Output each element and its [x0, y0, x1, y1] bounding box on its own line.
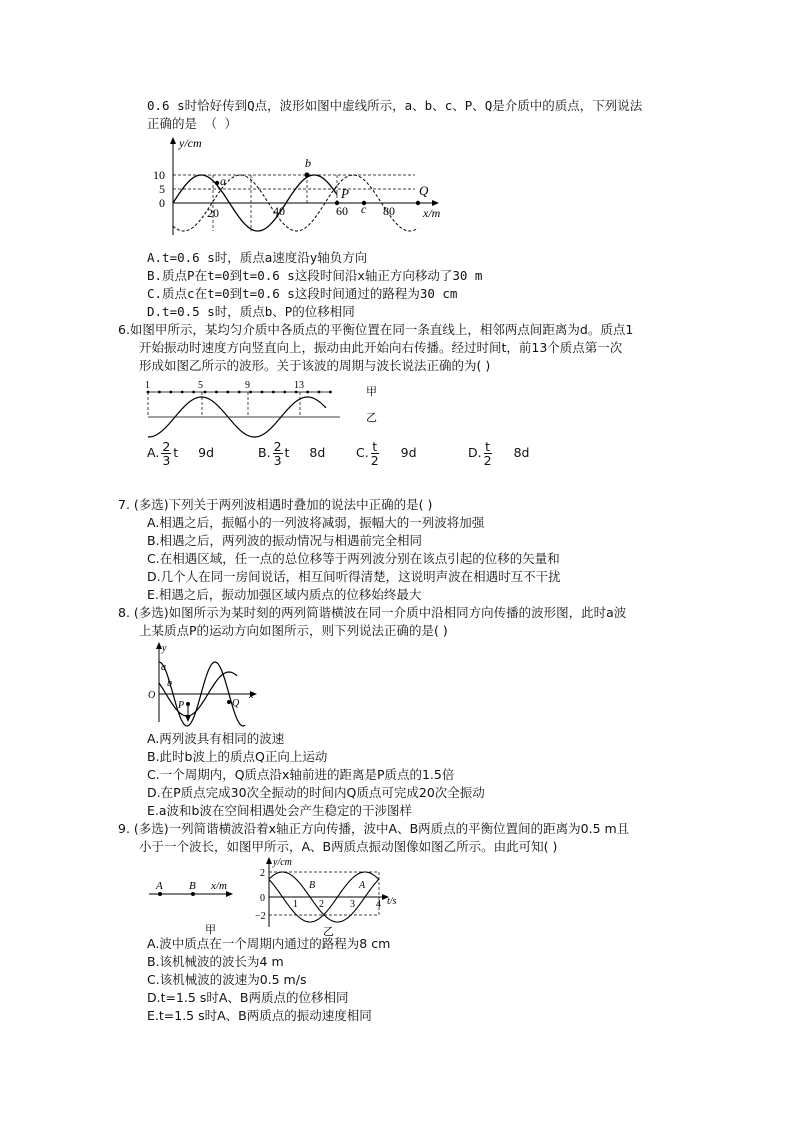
y-axis-label: y	[162, 643, 167, 654]
y-tick-2: 2	[260, 868, 265, 879]
q5-wave-figure	[153, 135, 455, 245]
q6-option-d: D. $\frac{t}{2}$ 8d	[468, 439, 530, 468]
node-1: 1	[145, 380, 150, 391]
q5-option-b: B.质点P在t=0到t=0.6 s这段时间沿x轴正方向移动了30 m	[147, 268, 483, 283]
node-5: 5	[198, 380, 203, 391]
q9-option-d: D.t=1.5 s时A、B两质点的位移相同	[147, 990, 349, 1005]
label-B: B	[189, 880, 196, 892]
q8-stem-line1: 8. (多选)如图所示为某时刻的两列简谐横波在同一介质中沿相同方向传播的波形图，此时a波	[118, 605, 627, 620]
y-tick-0: 0	[260, 893, 265, 904]
q5-option-c: C.质点c在t=0到t=0.6 s这段时间通过的路程为30 cm	[147, 286, 458, 301]
x-tick-60: 60	[336, 204, 348, 218]
medium-particle-6	[204, 391, 207, 394]
y-tick-5: 5	[159, 182, 165, 196]
q9-option-e: E.t=1.5 s时A、B两质点的振动速度相同	[147, 1008, 372, 1023]
y-tick-0: 0	[159, 196, 165, 210]
q5-stem-line2: 正确的是 （ ）	[147, 116, 238, 131]
medium-particle-15	[306, 391, 309, 394]
y-tick-neg2: −2	[255, 911, 266, 922]
q6-stem-line3: 形成如图乙所示的波形。关于该波的周期与波长说法正确的为( )	[139, 358, 491, 373]
q7-option-c: C.在相遇区域，任一点的总位移等于两列波分别在该点引起的位移的矢量和	[147, 551, 560, 566]
medium-particle-14	[295, 391, 298, 394]
medium-particle-5	[192, 391, 195, 394]
t-tick-3: 3	[350, 899, 355, 910]
label-P: P	[178, 700, 185, 711]
label-c: c	[361, 202, 367, 216]
curve-label-A: A	[359, 880, 366, 891]
medium-particle-16	[318, 391, 321, 394]
label-A: A	[156, 880, 163, 892]
y-axis-label: y/cm	[273, 857, 292, 868]
t-axis-label: t/s	[387, 896, 397, 907]
x-tick-40: 40	[273, 204, 285, 218]
q6-stem-line1: 6.如图甲所示，某均匀介质中各质点的平衡位置在同一条直线上，相邻两点间距离为d。质点1	[118, 322, 634, 337]
medium-particle-7	[215, 391, 218, 394]
y-tick-10: 10	[153, 168, 165, 182]
q9-position-figure	[145, 875, 255, 935]
q8-option-d: D.在P质点完成30次全振动的时间内Q质点可完成20次全振动	[147, 785, 485, 800]
medium-particle-10	[249, 391, 252, 394]
medium-particle-2	[158, 391, 161, 394]
q5-stem-line1: 0.6 s时恰好传到Q点，波形如图中虚线所示，a、b、c、P、Q是介质中的质点，下列说法	[147, 98, 643, 113]
medium-particle-13	[283, 391, 286, 394]
q5-option-a: A.t=0.6 s时，质点a速度沿y轴负方向	[147, 250, 368, 265]
label-Q: Q	[419, 183, 429, 198]
label-yi: 乙	[323, 926, 334, 938]
medium-particle-3	[169, 391, 172, 394]
q9-stem-line1: 9. (多选)一列简谐横波沿着x轴正方向传播，波中A、B两质点的平衡位置间的距离为0.5 m且	[118, 821, 630, 836]
q6-option-a: A. $\frac{2}{3}$ t 9d	[147, 439, 215, 468]
y-axis-label: y/cm	[179, 136, 202, 150]
origin-label: O	[148, 690, 156, 701]
label-jia: 甲	[366, 386, 377, 398]
label-a: a	[161, 662, 166, 673]
x-axis-label: x/m	[423, 206, 441, 220]
x-tick-80: 80	[383, 204, 395, 218]
t-tick-2: 2	[319, 899, 324, 910]
q9-option-b: B.该机械波的波长为4 m	[147, 954, 284, 969]
q8-stem-line2: 上某质点P的运动方向如图所示，则下列说法正确的是( )	[139, 623, 448, 638]
q8-option-a: A.两列波具有相同的波速	[147, 731, 285, 746]
q7-stem: 7. (多选)下列关于两列波相遇时叠加的说法中正确的是( )	[118, 497, 433, 512]
q6-stem-line2: 开始振动时速度方向竖直向上，振动由此开始向右传播。经过时间t，前13个质点第一次	[139, 340, 623, 355]
point-Q	[416, 201, 420, 205]
q9-option-a: A.波中质点在一个周期内通过的路程为8 cm	[147, 936, 391, 951]
q5-option-d: D.t=0.5 s时，质点b、P的位移相同	[147, 304, 355, 319]
medium-particle-9	[238, 391, 241, 394]
q7-option-a: A.相遇之后，振幅小的一列波将减弱，振幅大的一列波将加强	[147, 515, 485, 530]
q9-stem-line2: 小于一个波长，如图甲所示，A、B两质点振动图像如图乙所示。由此可知( )	[139, 839, 558, 854]
medium-particle-12	[272, 391, 275, 394]
x-axis-label: x/m	[211, 880, 227, 892]
label-a: a	[220, 174, 226, 188]
t-tick-1: 1	[293, 899, 298, 910]
q6-option-c: C. $\frac{t}{2}$ 9d	[356, 439, 417, 468]
label-b: b	[167, 678, 172, 689]
x-axis-label: x	[249, 690, 254, 701]
q8-option-e: E.a波和b波在空间相遇处会产生稳定的干涉图样	[147, 803, 412, 818]
node-13: 13	[294, 380, 304, 391]
label-Q: Q	[232, 698, 240, 709]
medium-particle-11	[261, 391, 264, 394]
point-b	[305, 173, 310, 178]
q9-vibration-figure	[255, 855, 405, 937]
q7-option-d: D.几个人在同一房间说话，相互间听得清楚，这说明声波在相遇时互不干扰	[147, 569, 561, 584]
medium-particle-4	[181, 391, 184, 394]
q8-option-b: B.此时b波上的质点Q正向上运动	[147, 749, 328, 764]
label-b: b	[305, 156, 311, 170]
q6-option-b: B. $\frac{2}{3}$ t 8d	[258, 439, 326, 468]
q6-wave-figure	[140, 380, 380, 440]
q8-option-c: C.一个周期内，Q质点沿x轴前进的距离是P质点的1.5倍	[147, 767, 455, 782]
medium-particle-17	[329, 391, 332, 394]
point-a	[215, 181, 219, 185]
q7-option-b: B.相遇之后，两列波的振动情况与相遇前完全相同	[147, 533, 423, 548]
medium-particle-8	[226, 391, 229, 394]
t-tick-4: 4	[376, 899, 381, 910]
label-yi: 乙	[366, 412, 377, 424]
curve-label-B: B	[309, 880, 316, 891]
x-tick-20: 20	[207, 206, 219, 220]
q8-wave-figure	[145, 640, 260, 725]
q7-option-e: E.相遇之后，振动加强区域内质点的位移始终最大	[147, 587, 422, 602]
label-P: P	[341, 186, 349, 201]
q9-option-c: C.该机械波的波速为0.5 m/s	[147, 972, 307, 987]
node-9: 9	[245, 380, 250, 391]
label-jia: 甲	[205, 924, 216, 936]
